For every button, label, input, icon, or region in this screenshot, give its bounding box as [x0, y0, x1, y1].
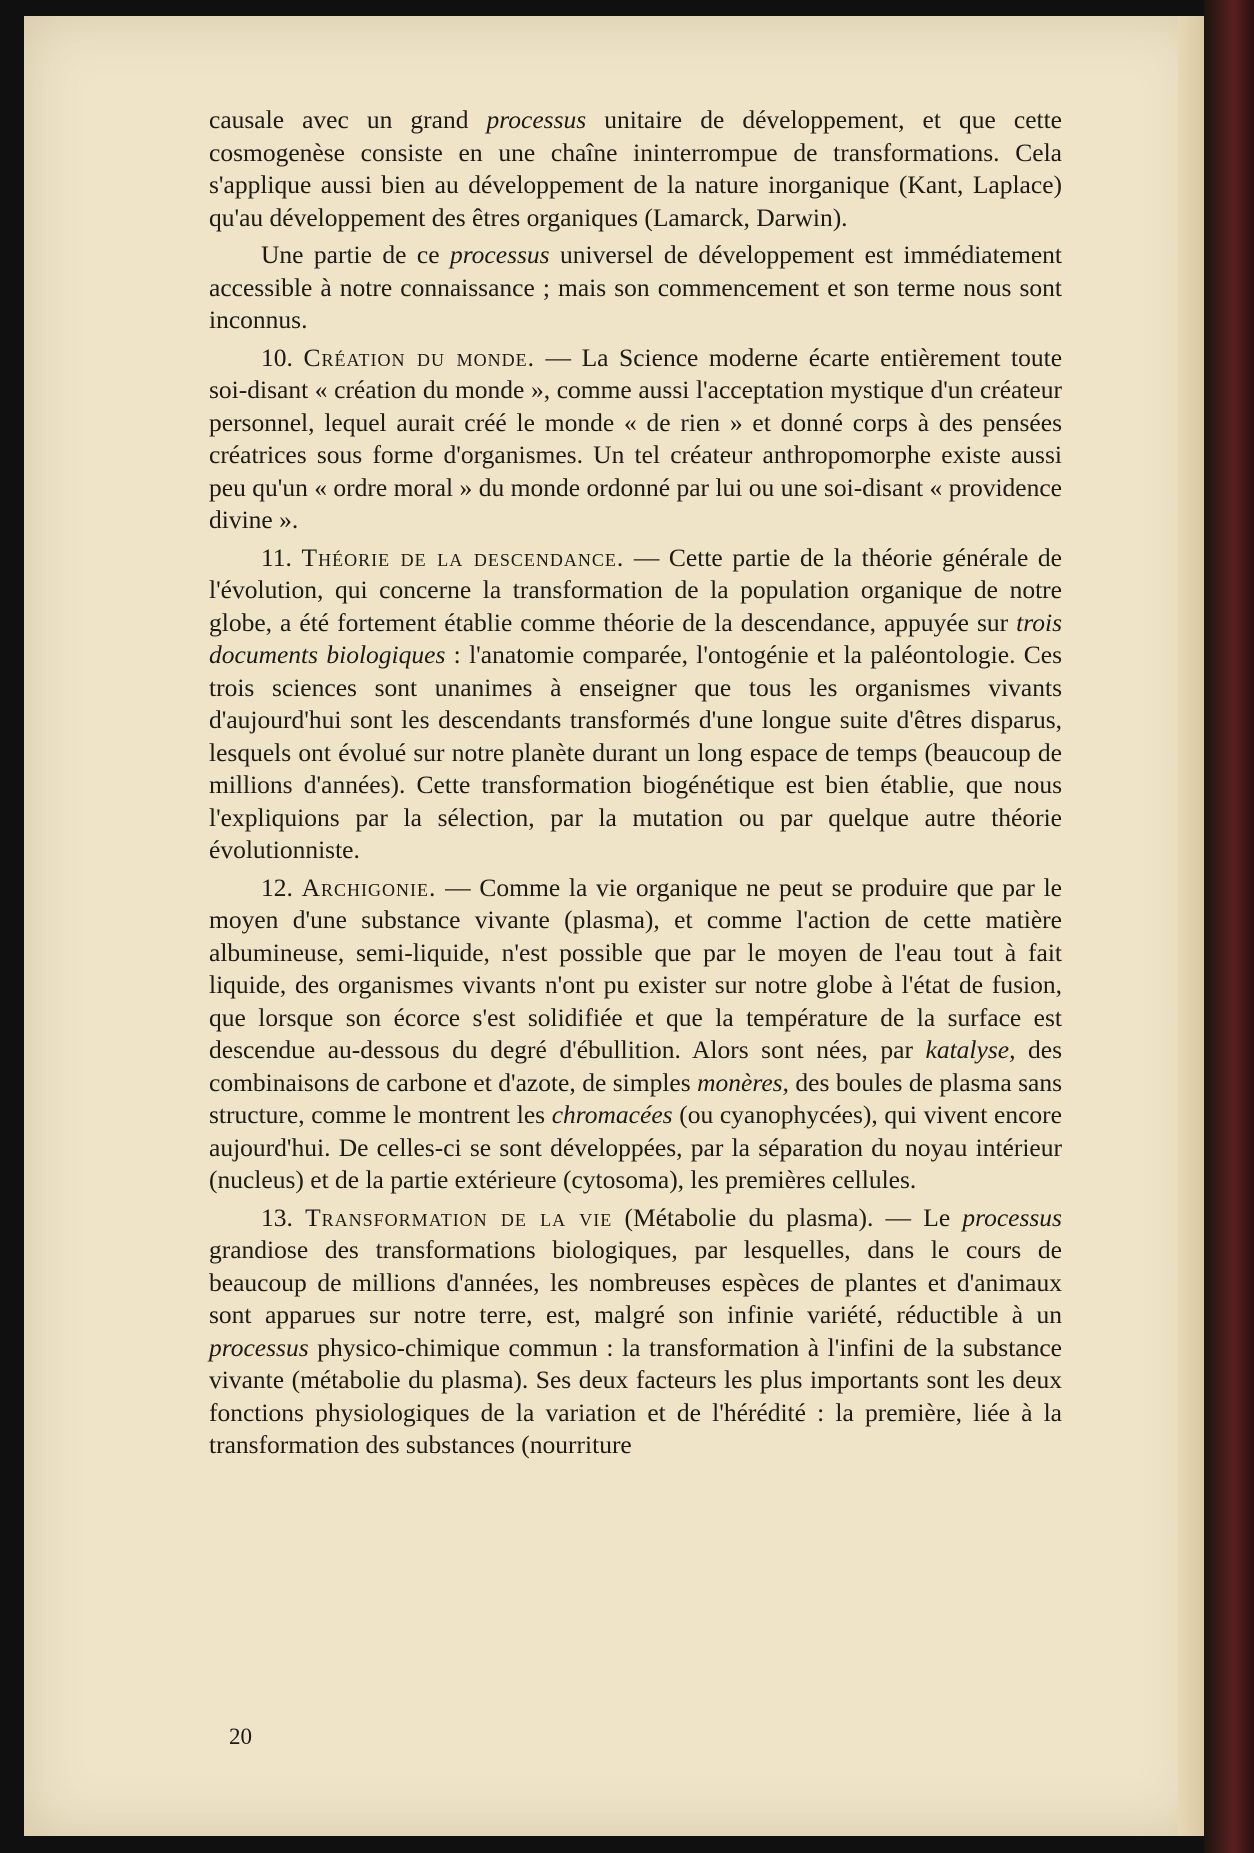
text-run: physico-chimique commun : la transformation à l'infini de la substance vivante (métabolie du plasma). Ses deux facteurs les plus importants sont les deux fonctions physiologiques de la variation et de l'hérédité : la première, liée à la transformation des substances (nourriture	[209, 1332, 1062, 1459]
text-run: 10.	[261, 342, 304, 372]
italic-term: trois documents biologiques	[209, 607, 1062, 669]
text-run: — Cette partie de la théorie générale de l'évolution, qui concerne la transformation de la population organique de notre globe, a été fortement établie comme théorie de la descendance, appuyée sur	[209, 542, 1062, 637]
page-fold-shadow	[1178, 16, 1204, 1836]
paragraph	[209, 342, 1062, 537]
text-run: — Comme la vie organique ne peut se produire que par le moyen d'une substance vivante (plasma), et comme l'action de cette matière albumineuse, semi-liquide, n'est possible que par le moyen de l'eau tout à fait liquide, des organismes vivants n'ont pu exister sur notre globe à l'état de fusion, que lorsque son écorce s'est solidifiée et que la température de la surface est descendue au-dessous du degré d'ébullition. Alors sont nées, par	[209, 872, 1063, 1064]
paragraph	[209, 542, 1062, 867]
paragraph	[209, 104, 1062, 234]
paragraph	[209, 239, 1062, 337]
text-run: 11.	[261, 542, 302, 572]
text-run: des boules de plasma sans structure, comme le montrent les	[209, 1067, 1063, 1129]
section-heading: Création du monde.	[303, 342, 535, 372]
page-number: 20	[229, 1724, 252, 1749]
italic-term: monères,	[697, 1067, 789, 1097]
italic-term: processus	[486, 105, 587, 134]
text-run: Une partie de ce	[261, 240, 450, 269]
paragraph	[209, 872, 1062, 1197]
text-run: des combinaisons de carbone et d'azote, de simples	[209, 1035, 1062, 1097]
text-run: unitaire de développement, et que cette cosmogenèse consiste en une chaîne ininterrompue de transformations. Cela s'applique aussi bien au développement de la nature inorganique (Kant, Laplace) qu'au développement des êtres organiques (Lamarck, Darwin).	[209, 105, 1062, 232]
italic-term: katalyse,	[925, 1035, 1016, 1064]
text-run: (ou cyanophycées), qui vivent encore aujourd'hui. De celles-ci se sont développées, par la séparation du noyau intérieur (nucleus) et de la partie extérieure (cytosoma), les premières cellules.	[209, 1100, 1062, 1194]
section-heading: Archigonie.	[301, 872, 437, 902]
book-page	[24, 16, 1204, 1836]
italic-term: processus	[209, 1332, 309, 1362]
paragraph	[209, 1202, 1062, 1462]
text-run: causale avec un grand	[209, 105, 487, 134]
text-run: — La Science moderne écarte entièrement toute soi-disant « création du monde », comme aussi l'acceptation mystique d'un créateur personnel, lequel aurait créé le monde « de rien » et donné corps à des pensées créatrices sous forme d'organismes. Un tel créateur anthropomorphe existe aussi peu qu'un « ordre moral » du monde ordonné par lui ou une soi-disant « providence divine ».	[209, 342, 1063, 534]
text-run: 12.	[261, 872, 302, 902]
text-run: universel de développement est immédiatement accessible à notre connaissance ; mais son commencement et son terme nous sont inconnus.	[209, 240, 1062, 334]
text-run: : l'anatomie comparée, l'ontogénie et la paléontologie. Ces trois sciences sont unanimes à enseigner que tous les organismes vivants d'aujourd'hui sont les descendants transformés d'une longue suite d'êtres disparus, lesquels ont évolué sur notre planète durant un long espace de temps (beaucoup de millions d'années). Cette transformation biogénétique est bien établie, que nous l'expliquions par la sélection, par la mutation ou par quelque autre théorie évolutionniste.	[209, 640, 1063, 864]
text-run: 13.	[261, 1202, 306, 1232]
text-run: grandiose des transformations biologiques, par lesquelles, dans le cours de beaucoup de millions d'années, les nombreuses espèces de plantes et d'animaux sont apparues sur notre terre, est, malgré son infinie variété, réductible à un	[209, 1235, 1062, 1329]
text-run: (Métabolie du plasma). — Le	[612, 1202, 963, 1232]
section-heading: Transformation de la vie	[305, 1202, 613, 1232]
body-text	[209, 104, 1062, 1462]
italic-term: chromacées	[551, 1100, 673, 1129]
italic-term: processus	[962, 1202, 1062, 1232]
section-heading: Théorie de la descendance.	[301, 542, 625, 572]
scan-edge	[1204, 0, 1254, 1853]
italic-term: processus	[449, 240, 550, 269]
